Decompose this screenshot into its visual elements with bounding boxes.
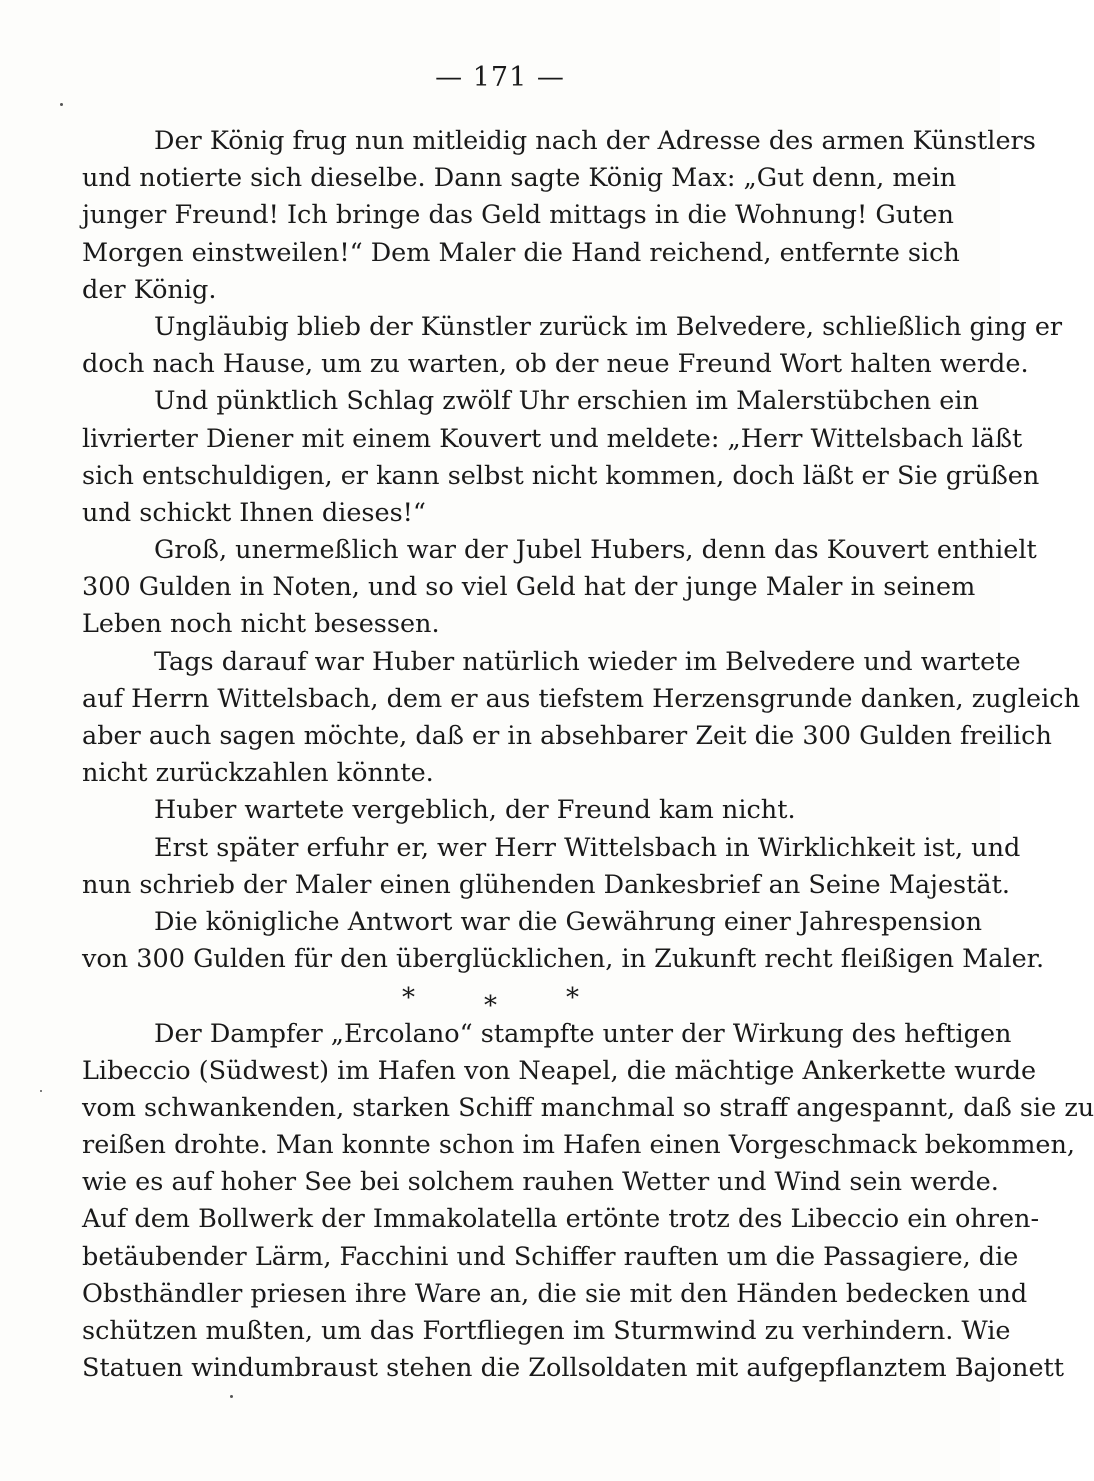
- page-number: — 171 —: [435, 62, 565, 93]
- separator-star: *: [566, 983, 579, 1014]
- text-line: Huber wartete vergeblich, der Freund kam nicht.: [154, 795, 796, 826]
- text-line: schützen mußten, um das Fortfliegen im Sturmwind zu verhindern. Wie: [82, 1316, 1011, 1346]
- text-line: Die königliche Antwort war die Gewährung einer Jahrespension: [154, 906, 983, 937]
- text-line: Statuen windumbraust stehen die Zollsoldaten mit aufgepflanztem Bajonett: [82, 1353, 1065, 1384]
- text-line: Der Dampfer „Ercolano“ stampfte unter der Wirkung des heftigen: [154, 1018, 1012, 1049]
- scan-speck: [60, 103, 63, 106]
- text-line: reißen drohte. Man konnte schon im Hafen einen Vorgeschmack bekommen,: [82, 1130, 1076, 1161]
- scan-speck: [230, 1395, 233, 1398]
- text-line: auf Herrn Wittelsbach, dem er aus tiefstem Herzensgrunde danken, zugleich: [82, 683, 1080, 714]
- text-line: vom schwankenden, starken Schiff manchmal so straff angespannt, daß sie zu: [82, 1092, 1094, 1123]
- section-separator: [82, 978, 904, 1022]
- text-line: betäubender Lärm, Facchini und Schiffer rauften um die Passagiere, die: [82, 1241, 1019, 1272]
- separator-star: *: [484, 991, 497, 1022]
- text-line: Ungläubig blieb der Künstler zurück im Belvedere, schließlich ging er: [154, 311, 1063, 342]
- text-line: Morgen einstweilen!“ Dem Maler die Hand reichend, entfernte sich: [82, 237, 960, 268]
- text-line: Leben noch nicht besessen.: [82, 609, 440, 640]
- text-line: aber auch sagen möchte, daß er in absehbarer Zeit die 300 Gulden freilich: [82, 721, 1052, 751]
- text-line: Erst später erfuhr er, wer Herr Wittelsbach in Wirklichkeit ist, und: [154, 832, 1021, 863]
- text-line: livrierter Diener mit einem Kouvert und meldete: „Herr Wittelsbach läßt: [82, 423, 1023, 454]
- text-line: nicht zurückzahlen könnte.: [82, 758, 434, 789]
- text-line: Auf dem Bollwerk der Immakolatella ertönte trotz des Libeccio ein ohren-: [82, 1204, 1040, 1235]
- text-line: von 300 Gulden für den überglücklichen, in Zukunft recht fleißigen Maler.: [82, 944, 1045, 975]
- text-line: sich entschuldigen, er kann selbst nicht kommen, doch läßt er Sie grüßen: [82, 460, 1040, 491]
- separator-star: *: [402, 983, 415, 1014]
- text-line: Libeccio (Südwest) im Hafen von Neapel, die mächtige Ankerkette wurde: [82, 1055, 1037, 1086]
- text-line: Groß, unermeßlich war der Jubel Hubers, denn das Kouvert enthielt: [154, 535, 1037, 566]
- text-line: Obsthändler priesen ihre Ware an, die sie mit den Händen bedecken und: [82, 1278, 1028, 1309]
- text-line: Der König frug nun mitleidig nach der Adresse des armen Künstlers: [154, 126, 1036, 156]
- scan-speck: [40, 1090, 42, 1092]
- text-line: Tags darauf war Huber natürlich wieder im Belvedere und wartete: [154, 646, 1021, 677]
- text-line: Und pünktlich Schlag zwölf Uhr erschien im Malerstübchen ein: [154, 386, 979, 417]
- text-line: und schickt Ihnen dieses!“: [82, 497, 426, 528]
- text-line: wie es auf hoher See bei solchem rauhen Wetter und Wind sein werde.: [82, 1167, 999, 1198]
- body-text: [82, 123, 1094, 1387]
- text-line: doch nach Hause, um zu warten, ob der neue Freund Wort halten werde.: [82, 349, 1029, 380]
- text-line: 300 Gulden in Noten, und so viel Geld hat der junge Maler in seinem: [82, 572, 976, 603]
- text-line: der König.: [82, 274, 217, 305]
- text-line: nun schrieb der Maler einen glühenden Dankesbrief an Seine Majestät.: [82, 869, 1010, 900]
- text-line: und notierte sich dieselbe. Dann sagte König Max: „Gut denn, mein: [82, 163, 957, 194]
- text-line: junger Freund! Ich bringe das Geld mittags in die Wohnung! Guten: [82, 200, 954, 231]
